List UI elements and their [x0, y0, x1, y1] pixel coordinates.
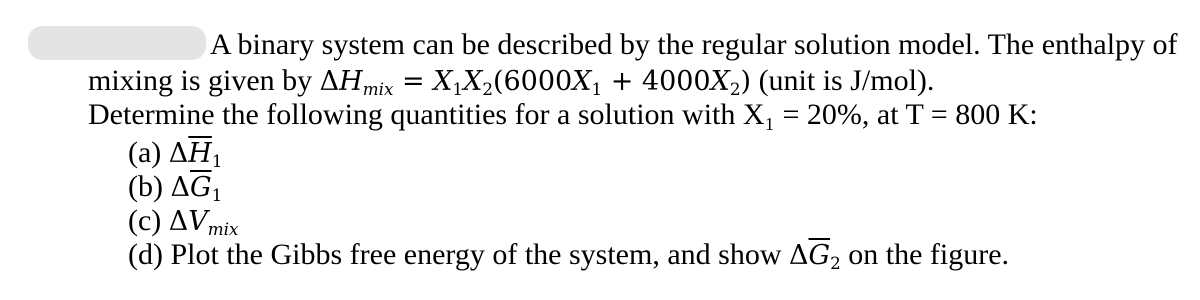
unit-note: (unit is J/mol).	[758, 64, 935, 97]
item-b-label: (b)	[128, 170, 163, 203]
partial-enthalpy-1: $\Delta\overline{H}_1$	[168, 138, 223, 172]
item-a	[128, 136, 223, 171]
enthalpy-formula: $\Delta H_{mix} = X_1X_2(6000X_1 + 4000X_2)$	[319, 66, 752, 100]
item-c-label: (c)	[128, 204, 162, 237]
problem-line-2	[88, 64, 934, 99]
volume-of-mixing: $\Delta V_{mix}$	[168, 206, 239, 240]
partial-gibbs-1: $\Delta\overline{G}_1$	[170, 172, 223, 206]
item-d	[128, 238, 1009, 273]
problem-line-3: Determine the following quantities for a solution with X₁ = 20%, at T = 800 K:	[88, 98, 1038, 131]
item-d-text-before: Plot the Gibbs free energy of the system, and show	[170, 238, 782, 271]
problem-line-1: A binary system can be described by the regular solution model. The enthalpy of	[210, 28, 1178, 61]
item-d-label: (d)	[128, 238, 163, 271]
problem-line-2-text: mixing is given by	[88, 64, 313, 97]
item-a-label: (a)	[128, 136, 162, 169]
redacted-region	[28, 26, 206, 60]
item-d-text-after: on the figure.	[848, 238, 1010, 271]
item-b	[128, 170, 222, 205]
partial-gibbs-2: $\Delta\overline{G}_2$	[789, 240, 841, 274]
item-c	[128, 204, 238, 239]
